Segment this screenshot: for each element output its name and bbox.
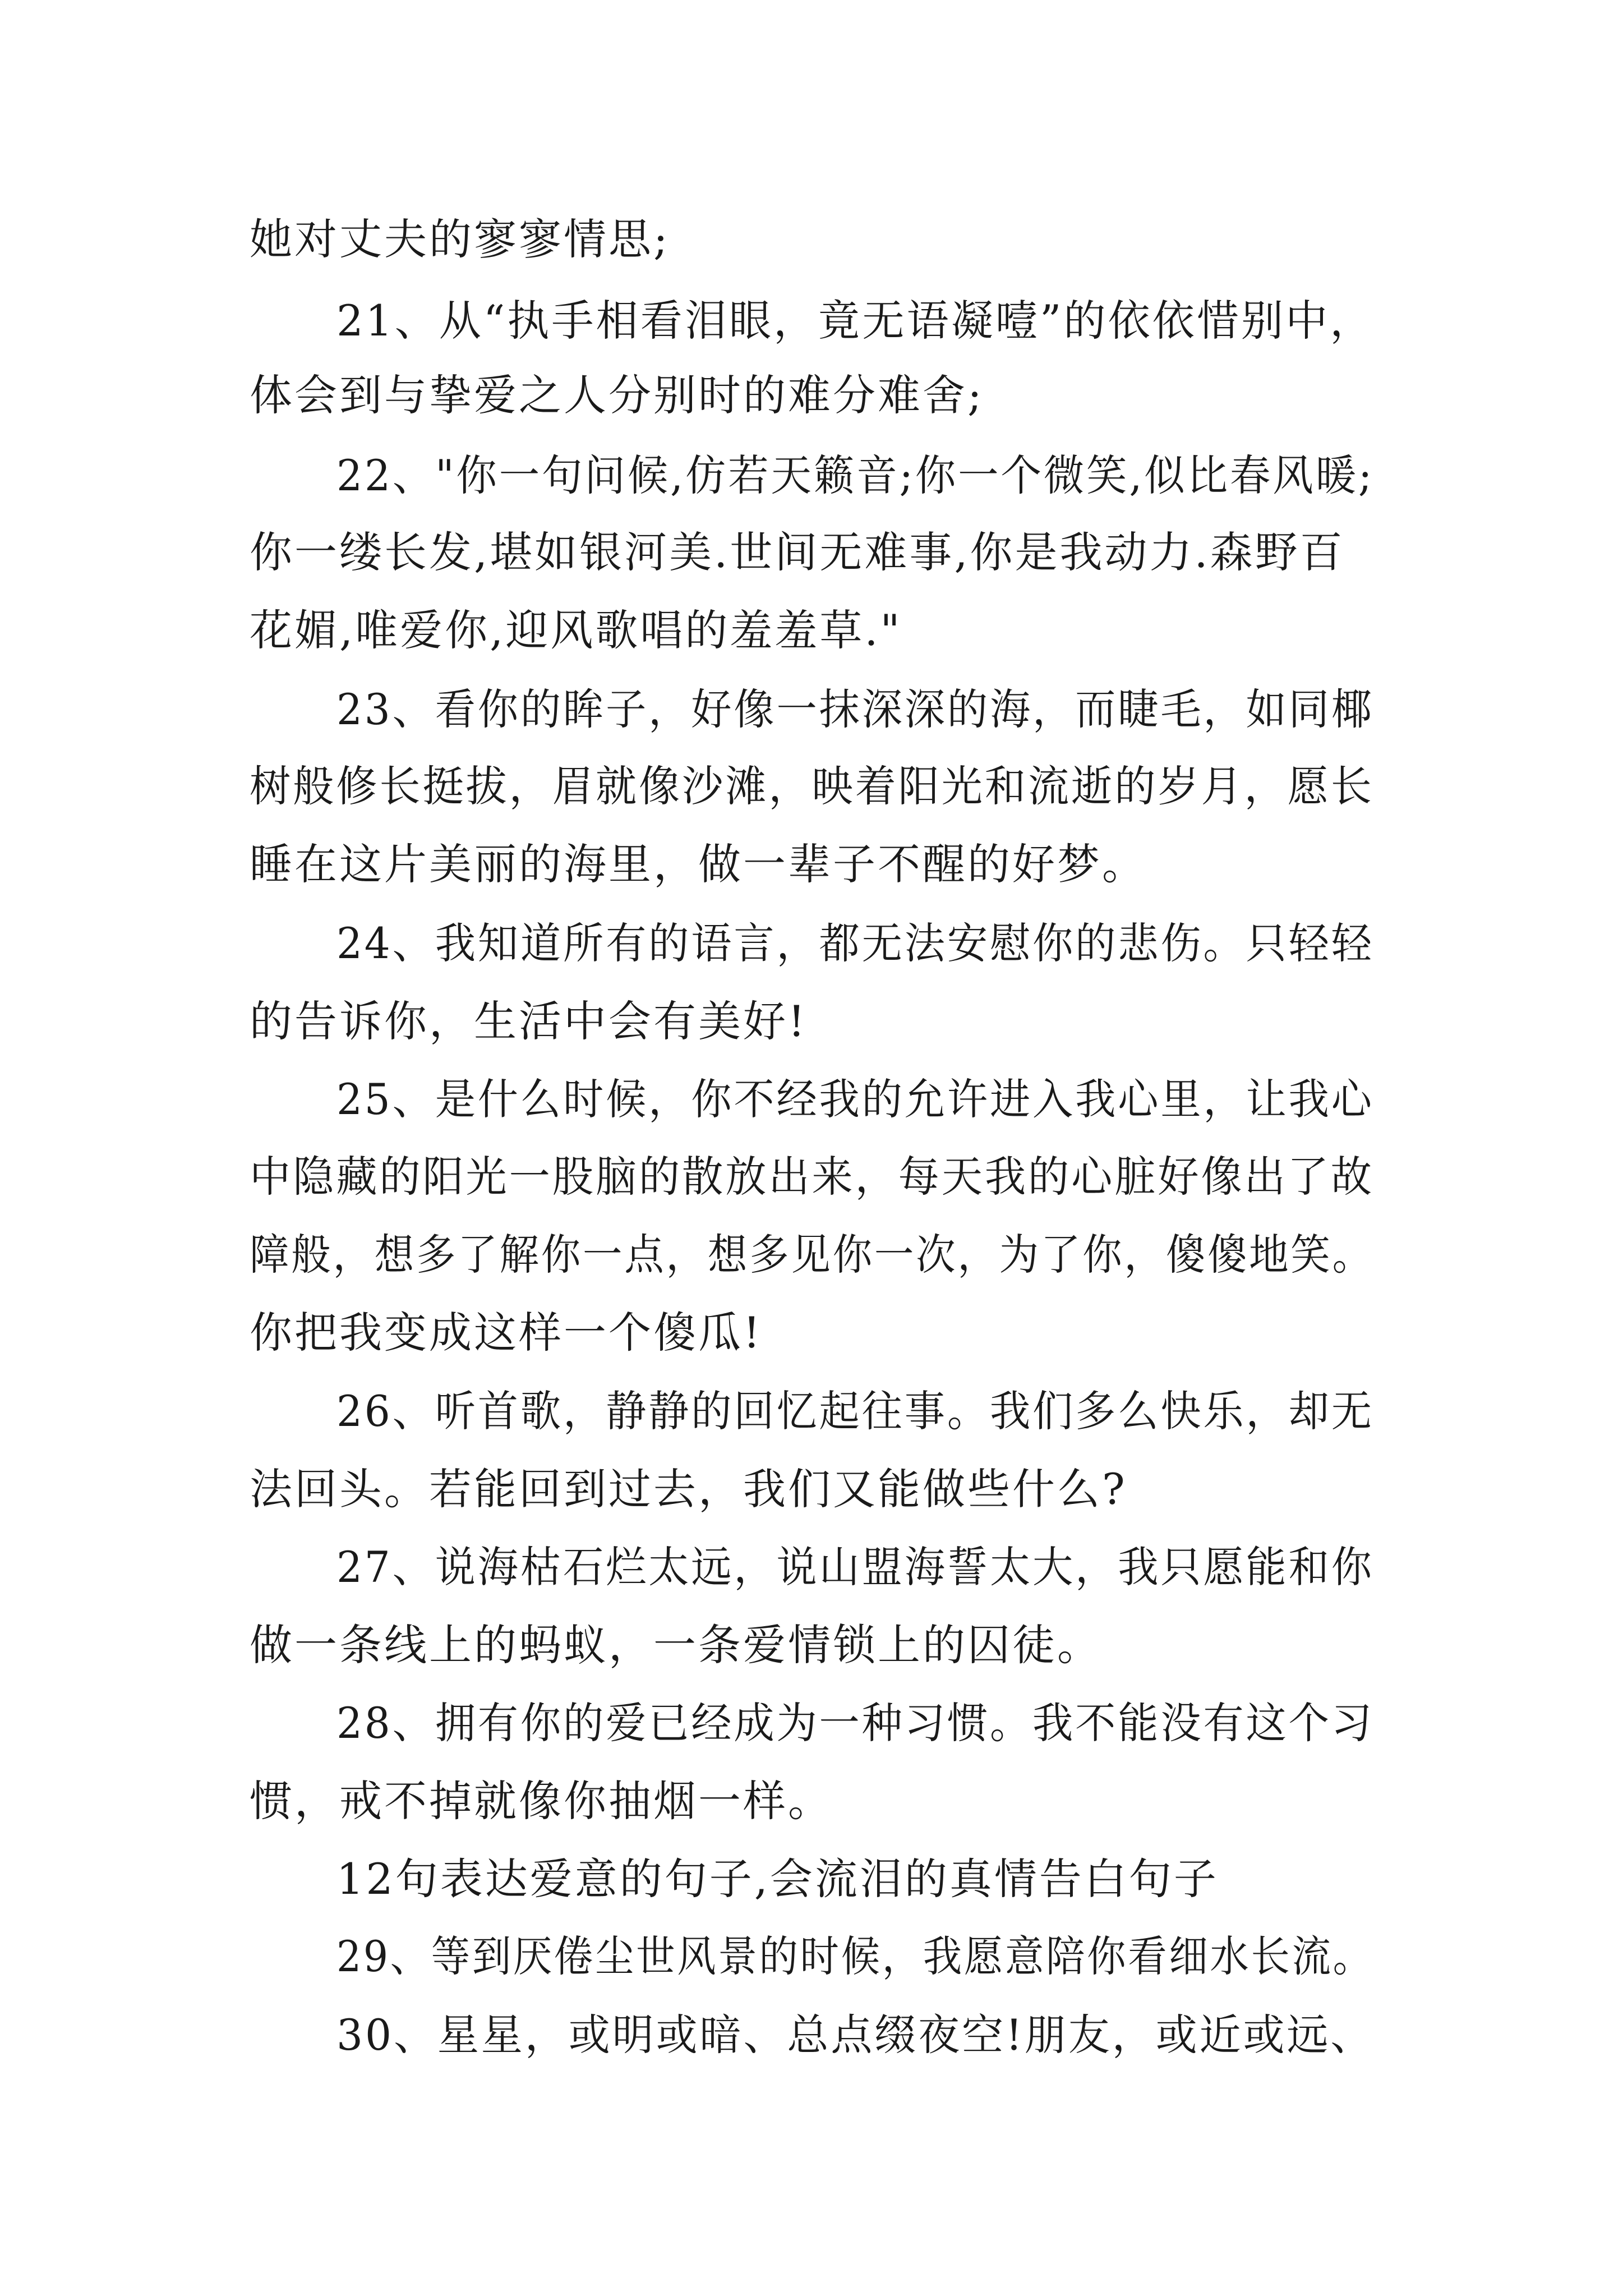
text-line: 你把我变成这样一个傻瓜! <box>250 1308 763 1358</box>
text-line: 花媚,唯爱你,迎风歌唱的羞羞草." <box>250 605 902 655</box>
text-line: 的告诉你，生活中会有美好! <box>250 996 808 1046</box>
text-line: 睡在这片美丽的海里，做一辈子不醒的好梦。 <box>250 839 1147 889</box>
section-heading: 12句表达爱意的句子,会流泪的真情告白句子 <box>336 1854 1219 1904</box>
text-line: 你一缕长发,堪如银河美.世间无难事,你是我动力.森野百 <box>250 527 1345 577</box>
text-line: 24、我知道所有的语言，都无法安慰你的悲伤。只轻轻 <box>336 918 1374 968</box>
text-line: 惯，戒不掉就像你抽烟一样。 <box>250 1776 833 1826</box>
text-line: 做一条线上的蚂蚁，一条爱情锁上的囚徒。 <box>250 1620 1102 1670</box>
text-line: 22、"你一句问候,仿若天籁音;你一个微笑,似比春风暖; <box>336 450 1375 500</box>
text-line: 27、说海枯石烂太远，说山盟海誓太大，我只愿能和你 <box>336 1542 1374 1592</box>
text-line: 中隐藏的阳光一股脑的散放出来，每天我的心脏好像出了故 <box>250 1152 1374 1202</box>
text-line: 她对丈夫的寥寥情思; <box>250 214 670 264</box>
text-line: 28、拥有你的爱已经成为一种习惯。我不能没有这个习 <box>336 1698 1374 1748</box>
text-line: 26、听首歌，静静的回忆起往事。我们多么快乐，却无 <box>336 1386 1374 1436</box>
text-line: 25、是什么时候，你不经我的允许进入我心里，让我心 <box>336 1074 1374 1124</box>
text-line: 21、从“执手相看泪眼，竟无语凝噎”的依依惜别中， <box>336 296 1375 346</box>
text-line: 障般，想多了解你一点，想多见你一次，为了你，傻傻地笑。 <box>250 1230 1374 1280</box>
text-line: 29、等到厌倦尘世风景的时候，我愿意陪你看细水长流。 <box>336 1931 1374 1981</box>
text-line: 23、看你的眸子，好像一抹深深的海，而睫毛，如同椰 <box>336 684 1374 734</box>
text-line: 树般修长挺拔，眉就像沙滩，映着阳光和流逝的岁月，愿长 <box>250 761 1374 811</box>
text-line: 法回头。若能回到过去，我们又能做些什么? <box>250 1464 1127 1514</box>
text-line: 体会到与挚爱之人分别时的难分难舍; <box>250 370 984 420</box>
text-line: 30、星星，或明或暗、总点缀夜空!朋友，或近或远、 <box>336 2010 1375 2060</box>
